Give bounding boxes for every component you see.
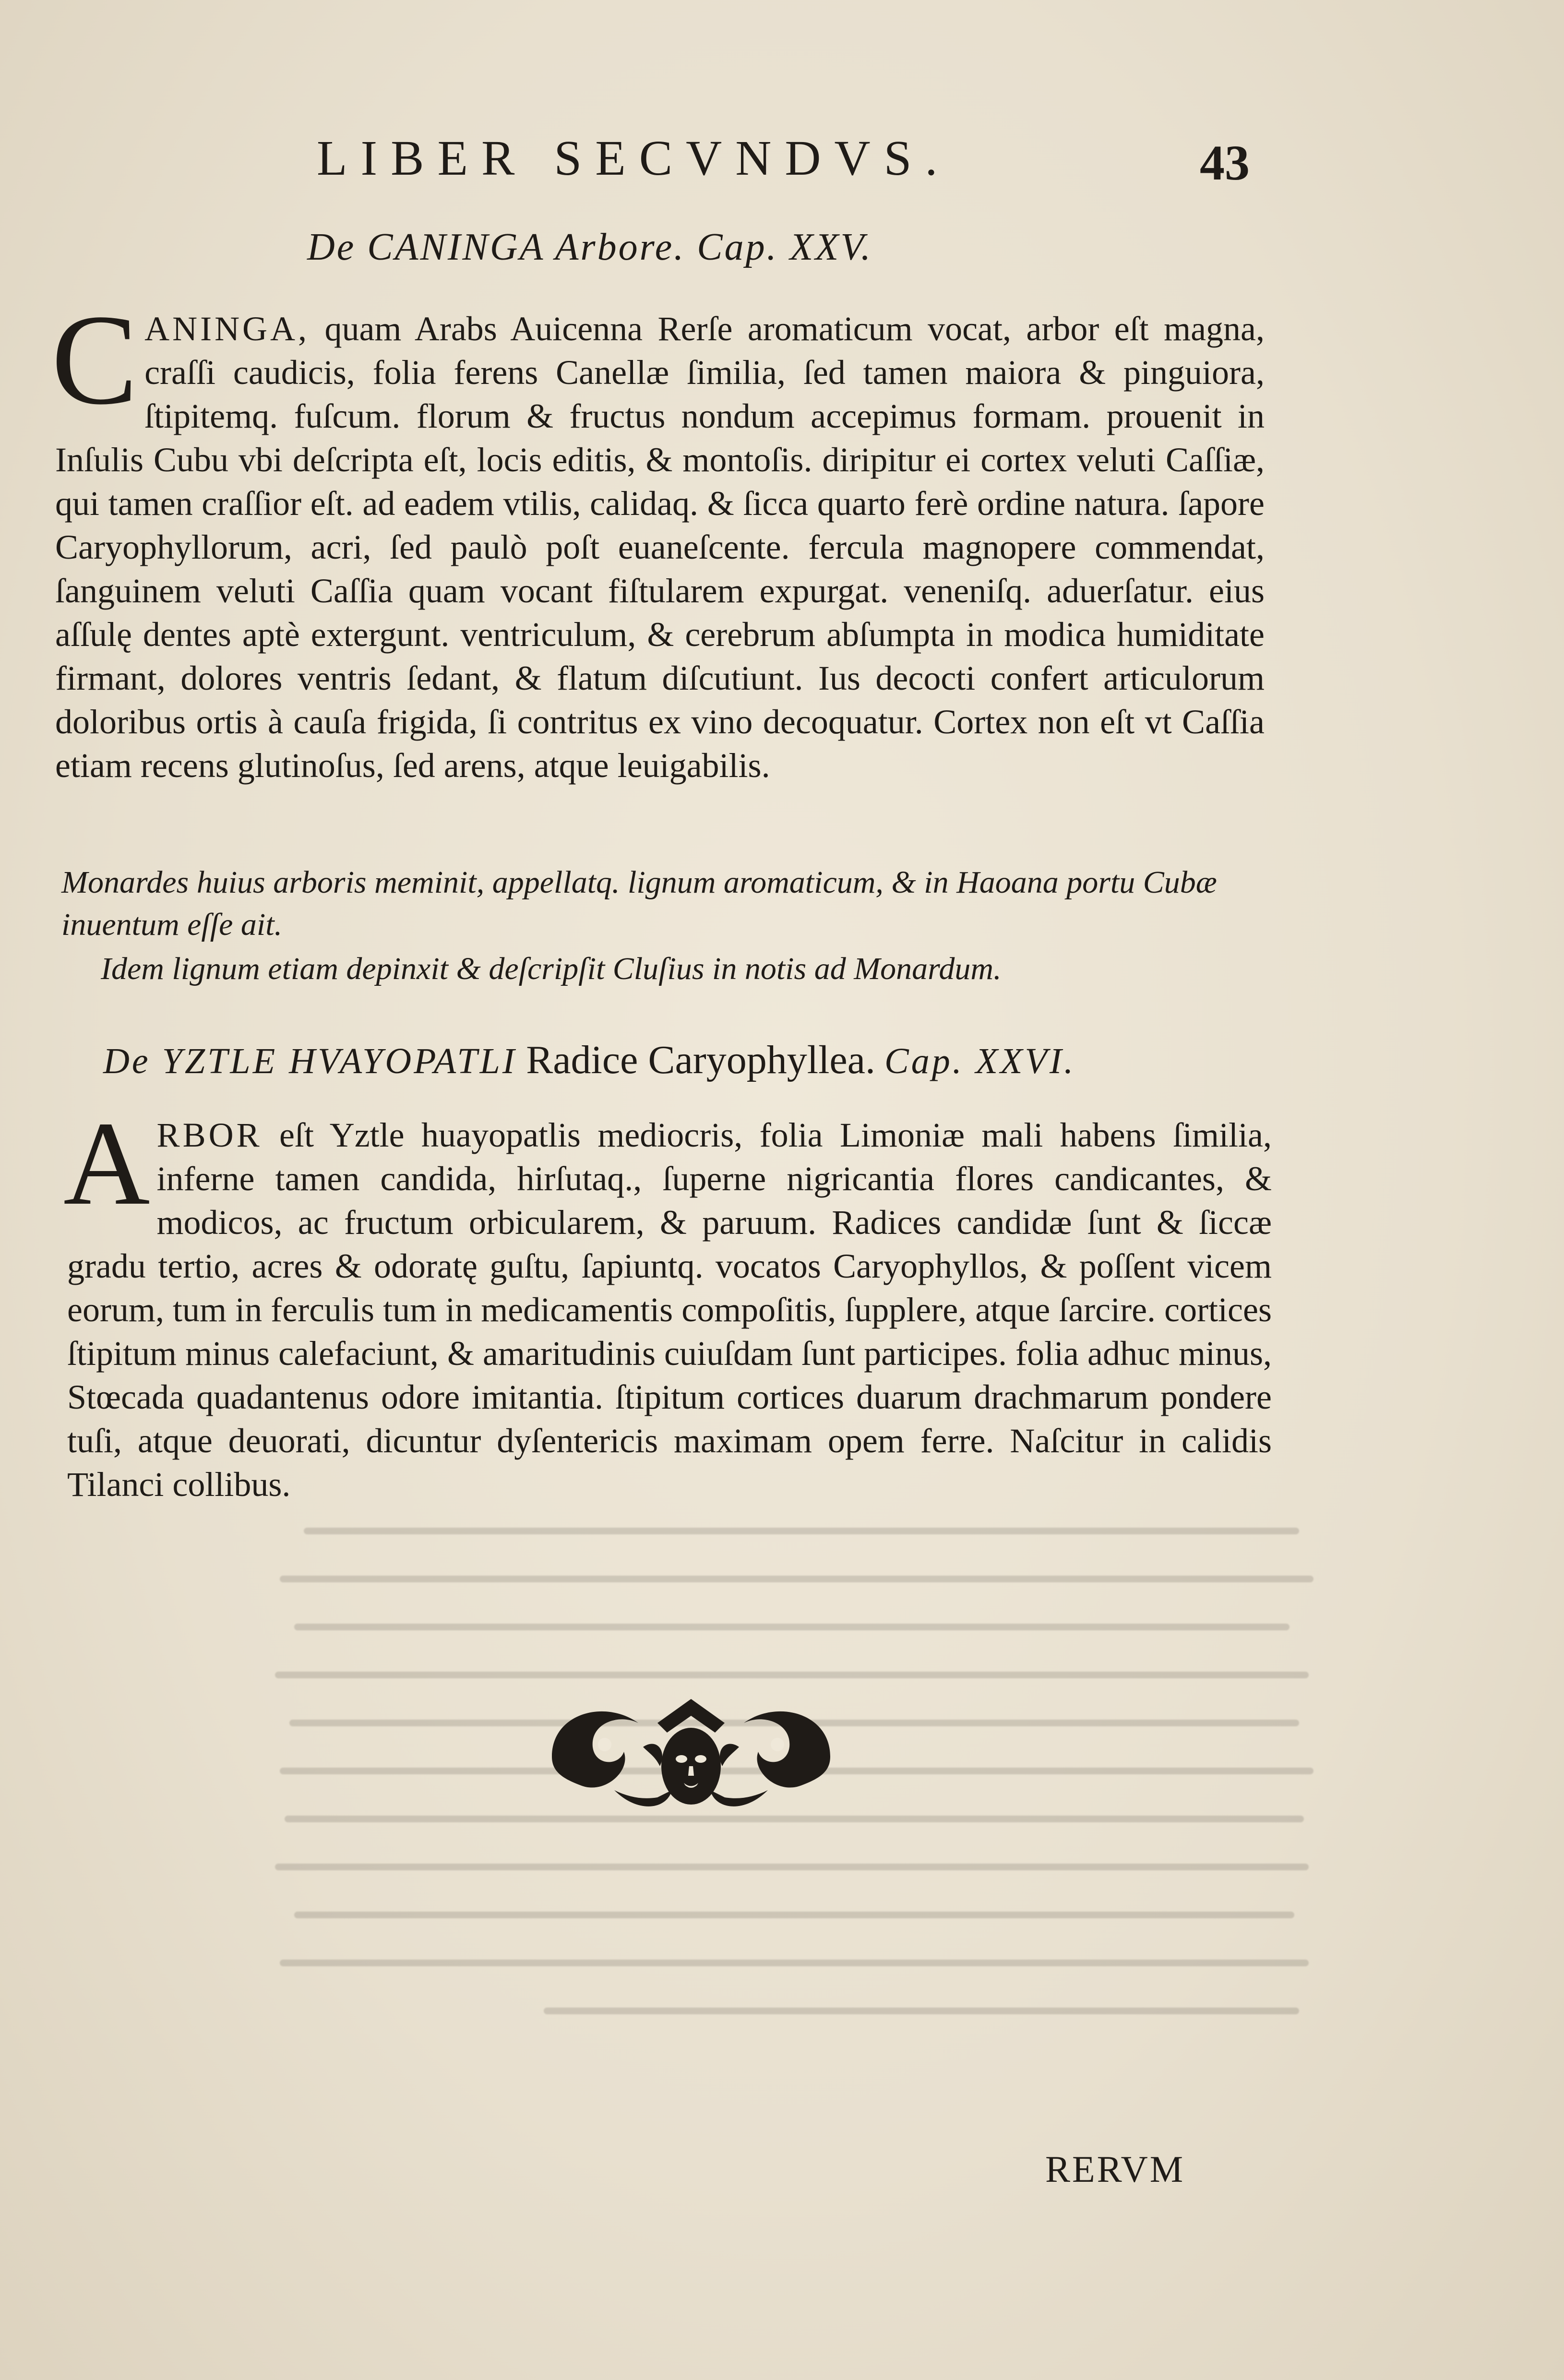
chapter-26-heading-title: De YZTLE HVAYOPATLI (103, 1041, 517, 1081)
chapter-25-heading: De CANINGA Arbore. Cap. XXV. (307, 226, 872, 268)
chapter-25-body (51, 288, 1265, 788)
chapter-25-first-word: ANINGA, (144, 310, 310, 348)
chapter-26-heading (103, 1037, 1075, 1083)
chapter-26-body (63, 1097, 1272, 1507)
woodcut-ornament-icon (547, 1694, 835, 1821)
drop-cap-a: A (63, 1097, 150, 1230)
chapter-26-heading-cap: Cap. XXVI. (884, 1041, 1076, 1081)
running-head: LIBER SECVNDVS. (317, 131, 951, 186)
chapter-26-text: eſt Yztle huayopatlis mediocris, folia Limoniæ mali habens ſimilia, inferne tamen candida, hirſutaq., ſuperne nigricantia flores candicantes, & modicos, ac fructum orbicularem, & paruum. Radices candidæ ſunt & ſiccæ gradu tertio, acres & odoratę guſtu, ſapiuntq. vocatos Caryophyllos, & poſſent vicem eorum, tum in ferculis tum in medicamentis compoſitis, ſupplere, atque ſarcire. cortices ſtipitum minus calefaciunt, & amaritudinis cuiuſdam ſunt participes. folia adhuc minus, Stœcada quadantenus odore imitantia. ſtipitum cortices duarum drachmarum pondere tuſi, atque deuorati, dicuntur dyſentericis maximam opem ferre. Naſcitur in calidis Tilanci collibus. (67, 1116, 1272, 1504)
chapter-25-note-monardes: Monardes huius arboris meminit, appellatq. lignum aromaticum, & in Haoana portu Cubæ inuentum eſſe ait. (61, 865, 1217, 942)
drop-cap-c: C (51, 288, 138, 431)
chapter-25-text: quam Arabs Auicenna Rerſe aromaticum vocat, arbor eſt magna, craſſi caudicis, folia ferens Canellæ ſimilia, ſed tamen maiora & pinguiora, ſtipitemq. fuſcum. florum & fructus nondum accepimus formam. prouenit in Inſulis Cubu vbi deſcripta eſt, locis editis, & montoſis. diripitur ei cortex veluti Caſſiæ, qui tamen craſſior eſt. ad eadem vtilis, calidaq. & ſicca quarto ferè ordine natura. ſapore Caryophyllorum, acri, ſed paulò poſt euaneſcente. fercula magnopere commendat, ſanguinem veluti Caſſia quam vocant fiſtularem expurgat. veneniſq. aduerſatur. eius aſſulę dentes aptè extergunt. ventriculum, & cerebrum abſumpta in modica humiditate firmant, dolores ventris ſedant, & flatum diſcutiunt. Ius decocti confert articulorum doloribus ortis à cauſa frigida, ſi contritus ex vino decoquatur. Cortex non eſt vt Caſſia etiam recens glutinoſus, ſed arens, atque leuigabilis. (55, 310, 1265, 785)
catchword: RERVM (1045, 2148, 1185, 2190)
chapter-26-first-word: RBOR (156, 1116, 263, 1154)
chapter-25-note-clusius: Idem lignum etiam depinxit & deſcripſit Cluſius in notis ad Monardum. (101, 951, 1002, 986)
page-number: 43 (1200, 135, 1250, 191)
chapter-26-heading-subtitle: Radice Caryophyllea. (526, 1038, 875, 1082)
